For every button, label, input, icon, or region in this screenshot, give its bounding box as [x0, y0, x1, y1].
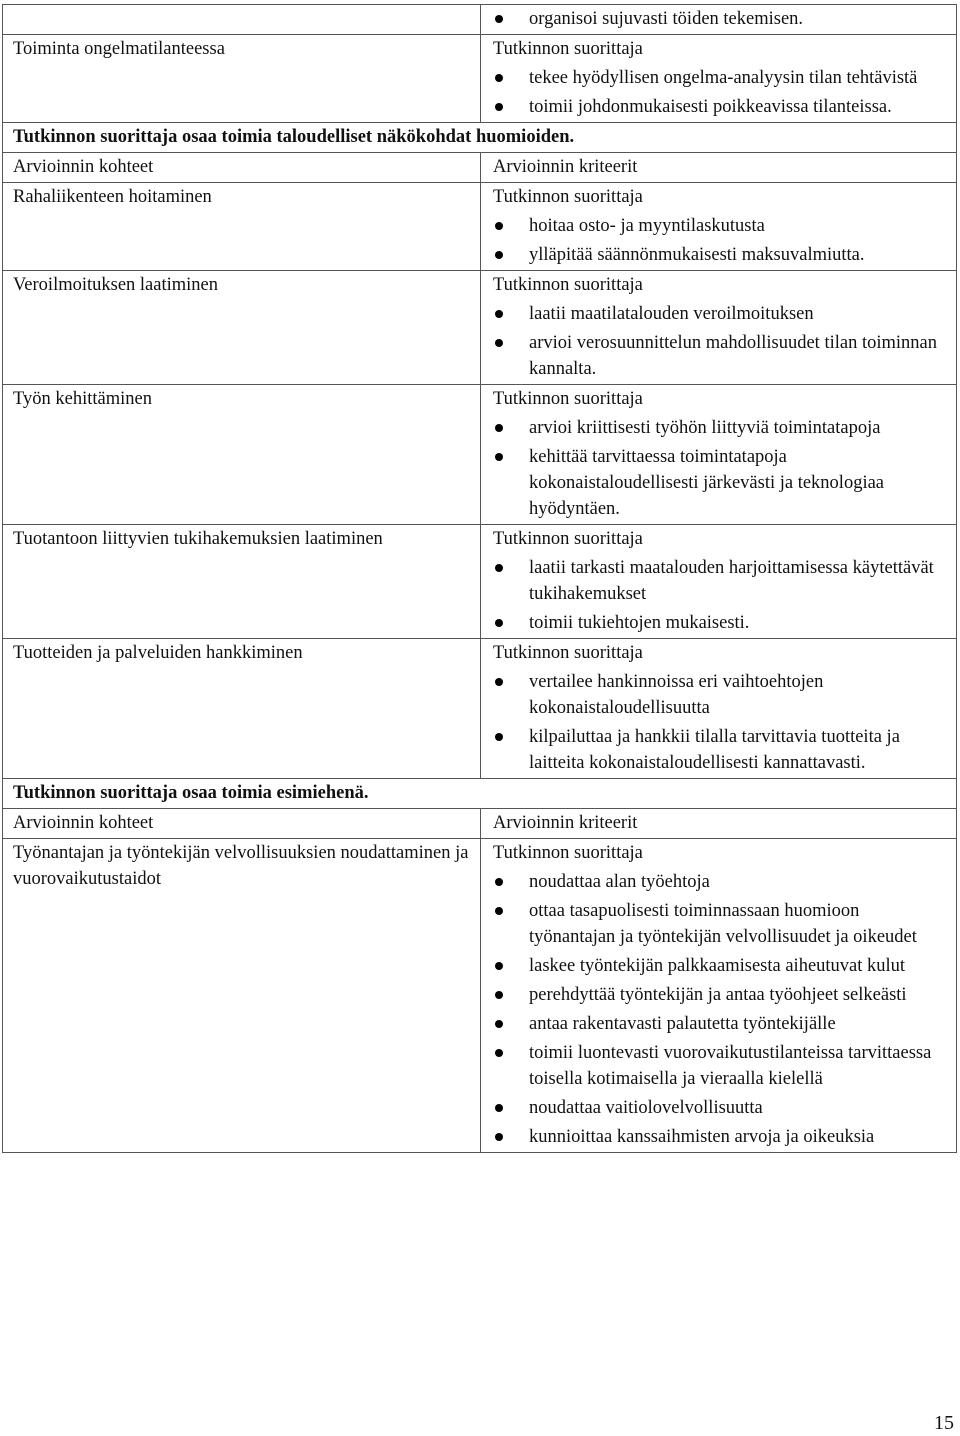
list-item: vertailee hankinnoissa eri vaihtoehtojen kokonaistaloudellisuutta: [493, 669, 950, 721]
list-item: antaa rakentavasti palautetta työntekijälle: [493, 1011, 950, 1037]
criteria-header: Tutkinnon suorittaja: [493, 643, 643, 663]
criteria-header: Tutkinnon suorittaja: [493, 529, 643, 549]
column-header-criteria: Arvioinnin kriteerit: [481, 809, 957, 839]
criteria-header: Tutkinnon suorittaja: [493, 389, 643, 409]
list-item: toimii tukiehtojen mukaisesti.: [493, 610, 950, 636]
section-heading-row: [3, 123, 957, 153]
list-item: hoitaa osto- ja myyntilaskutusta: [493, 213, 950, 239]
list-item: toimii luontevasti vuorovaikutustilanteissa tarvittaessa toisella kotimaisella ja vieraalla kielellä: [493, 1040, 950, 1092]
list-item: noudattaa alan työehtoja: [493, 869, 950, 895]
table-row: [3, 839, 957, 1153]
column-header-criteria: Arvioinnin kriteerit: [481, 153, 957, 183]
table-row: [3, 385, 957, 525]
criteria-list: [493, 415, 950, 522]
assessment-target: Tuotteiden ja palveluiden hankkiminen: [3, 639, 481, 779]
list-item: kunnioittaa kanssaihmisten arvoja ja oikeuksia: [493, 1124, 950, 1150]
section-heading: Tutkinnon suorittaja osaa toimia esimiehenä.: [3, 779, 957, 809]
table-row: [3, 35, 957, 123]
list-item: tekee hyödyllisen ongelma-analyysin tilan tehtävistä: [493, 65, 950, 91]
assessment-target: Veroilmoituksen laatiminen: [3, 271, 481, 385]
criteria-header: Tutkinnon suorittaja: [493, 843, 643, 863]
column-header-targets: Arvioinnin kohteet: [3, 153, 481, 183]
criteria-header: Tutkinnon suorittaja: [493, 39, 643, 59]
criteria-list: [493, 213, 950, 268]
list-item: ottaa tasapuolisesti toiminnassaan huomioon työnantajan ja työntekijän velvollisuudet ja oikeudet: [493, 898, 950, 950]
page-number: 15: [934, 1412, 954, 1434]
list-item: arvioi verosuunnittelun mahdollisuudet tilan toiminnan kannalta.: [493, 330, 950, 382]
list-item: arvioi kriittisesti työhön liittyviä toimintatapoja: [493, 415, 950, 441]
list-item: ylläpitää säännönmukaisesti maksuvalmiutta.: [493, 242, 950, 268]
criteria-table: [2, 4, 957, 1153]
table-row: [3, 639, 957, 779]
assessment-target: Toiminta ongelmatilanteessa: [3, 35, 481, 123]
criteria-header: Tutkinnon suorittaja: [493, 187, 643, 207]
section-heading: Tutkinnon suorittaja osaa toimia taloudelliset näkökohdat huomioiden.: [3, 123, 957, 153]
list-item: noudattaa vaitiolovelvollisuutta: [493, 1095, 950, 1121]
assessment-target: Rahaliikenteen hoitaminen: [3, 183, 481, 271]
criteria-list: [493, 301, 950, 382]
list-item: kilpailuttaa ja hankkii tilalla tarvittavia tuotteita ja laitteita kokonaistaloudellisesti kannattavasti.: [493, 724, 950, 776]
table-row: [3, 525, 957, 639]
list-item: laskee työntekijän palkkaamisesta aiheutuvat kulut: [493, 953, 950, 979]
assessment-target: Tuotantoon liittyvien tukihakemuksien laatiminen: [3, 525, 481, 639]
list-item: laatii tarkasti maatalouden harjoittamisessa käytettävät tukihakemukset: [493, 555, 950, 607]
list-item: kehittää tarvittaessa toimintatapoja kokonaistaloudellisesti järkevästi ja teknologiaa hyödyntäen.: [493, 444, 950, 522]
section-heading-row: [3, 779, 957, 809]
table-row: [3, 5, 957, 35]
list-item: perehdyttää työntekijän ja antaa työohjeet selkeästi: [493, 982, 950, 1008]
criteria-list: [493, 669, 950, 776]
column-header-row: [3, 809, 957, 839]
list-item: organisoi sujuvasti töiden tekemisen.: [493, 6, 950, 32]
assessment-target: Työnantajan ja työntekijän velvollisuuksien noudattaminen ja vuorovaikutustaidot: [3, 839, 481, 1153]
criteria-list: [493, 555, 950, 636]
assessment-target: Työn kehittäminen: [3, 385, 481, 525]
criteria-list: [493, 869, 950, 1150]
criteria-header: Tutkinnon suorittaja: [493, 275, 643, 295]
column-header-row: [3, 153, 957, 183]
criteria-list: [493, 6, 950, 32]
table-row: [3, 183, 957, 271]
column-header-targets: Arvioinnin kohteet: [3, 809, 481, 839]
table-row: [3, 271, 957, 385]
list-item: laatii maatilatalouden veroilmoituksen: [493, 301, 950, 327]
criteria-list: [493, 65, 950, 120]
list-item: toimii johdonmukaisesti poikkeavissa tilanteissa.: [493, 94, 950, 120]
